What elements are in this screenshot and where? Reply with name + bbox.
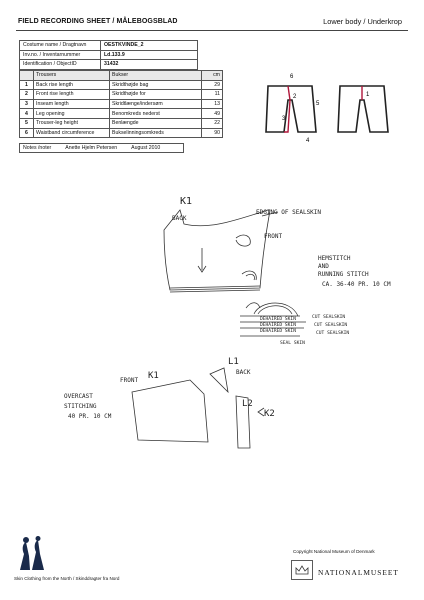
row-dk: Benlængde — [110, 118, 202, 128]
hemstitch-label: RUNNING STITCH — [318, 271, 369, 278]
row-dk: Bukselinningsomkreds — [110, 128, 202, 138]
hemstitch-label: AND — [318, 263, 329, 270]
k1-sketch — [140, 190, 420, 360]
meta-row — [20, 50, 198, 60]
k1-garment-outline — [164, 210, 278, 292]
row-number: 5 — [20, 118, 34, 128]
layer-label: SEAL SKIN — [280, 341, 305, 346]
layer-label: DEHAIRED SKIN — [260, 329, 296, 334]
layer-label: DEHAIRED SKIN — [260, 323, 296, 328]
trouser-schematic — [250, 70, 410, 150]
cut-label: CUT SEALSKIN — [312, 315, 346, 320]
row-cm: 90 — [202, 128, 223, 138]
layer-label: DEHAIRED SKIN — [260, 317, 296, 322]
measurement-row — [20, 80, 223, 90]
row-dk: Skridthøjde for — [110, 90, 202, 100]
row-cm: 22 — [202, 118, 223, 128]
skin-clothing-logo — [18, 536, 48, 574]
row-cm: 49 — [202, 109, 223, 119]
section-title: Lower body / Underkrop — [323, 17, 402, 26]
measurement-row — [20, 99, 223, 109]
row-en: Back rise length — [34, 80, 110, 90]
row-dk: Benomkreds nederst — [110, 109, 202, 119]
back-trouser-diagram — [338, 86, 388, 132]
cut-label: CUT SEALSKIN — [316, 331, 350, 336]
meta-value: Ld.133.9 — [101, 50, 198, 60]
header-dk: Bukser — [110, 71, 202, 81]
meta-label: Costume name / Dragtnavn — [20, 41, 101, 51]
meta-row — [20, 41, 198, 51]
row-en: Front rise length — [34, 90, 110, 100]
header-en: Trousers — [34, 71, 110, 81]
notes-label: Notes /noter — [23, 145, 52, 151]
row-dk: Skridthøjde bag — [110, 80, 202, 90]
notes-box — [19, 143, 184, 153]
copyright: Copyright National Museum of Denmark — [293, 549, 375, 554]
meta-label: Inv.no. / Inventarnummer — [20, 50, 101, 60]
meta-label: Identification / ObjectID — [20, 60, 101, 70]
hemstitch-label: CA. 36-40 PR. 10 CM — [322, 281, 391, 288]
edging-label: EDGING OF SEALSKIN — [256, 209, 322, 216]
meta-table — [19, 40, 198, 70]
measurement-row — [20, 90, 223, 100]
row-en: Inseam length — [34, 99, 110, 109]
l2-label: L2 — [242, 399, 253, 409]
label-4: 4 — [306, 138, 310, 144]
l1-label: L1 — [228, 357, 239, 367]
meta-row — [20, 60, 198, 70]
notes-author: Anette Hjelm Petersen — [65, 145, 118, 151]
k1-front-label-lower: FRONT — [120, 377, 139, 384]
row-number: 1 — [20, 80, 34, 90]
hemstitch-label: HEMSTITCH — [318, 255, 351, 262]
k1-back-label: BACK — [172, 215, 187, 222]
overcast-label: 40 PR. 10 CM — [68, 413, 112, 420]
row-number: 2 — [20, 90, 34, 100]
row-number: 3 — [20, 99, 34, 109]
label-5: 5 — [316, 101, 320, 107]
measurement-table — [19, 70, 223, 138]
row-en: Waistband circumference — [34, 128, 110, 138]
crown-icon — [291, 560, 313, 580]
front-trouser-diagram — [266, 86, 316, 132]
l1-back-label: BACK — [236, 369, 251, 376]
label-3: 3 — [282, 116, 286, 122]
label-6: 6 — [290, 74, 294, 80]
cut-label: CUT SEALSKIN — [314, 323, 348, 328]
row-number: 4 — [20, 109, 34, 119]
pattern-pieces-sketch — [60, 352, 320, 462]
overcast-label: STITCHING — [64, 403, 97, 410]
sheet-title: FIELD RECORDING SHEET / MÅLEBOGSBLAD — [18, 18, 178, 25]
row-cm: 13 — [202, 99, 223, 109]
museum-name: NATIONALMUSEET — [318, 568, 399, 577]
measurement-row — [20, 128, 223, 138]
meta-value: 31432 — [101, 60, 198, 70]
row-en: Trouser-leg height — [34, 118, 110, 128]
measurement-header — [20, 71, 223, 81]
header-unit: cm — [202, 71, 223, 81]
measurement-row — [20, 109, 223, 119]
front-rise-line — [288, 86, 290, 100]
row-cm: 29 — [202, 80, 223, 90]
header-rule — [16, 30, 408, 31]
k2-label: K2 — [264, 409, 275, 419]
k1-label-lower: K1 — [148, 371, 159, 381]
row-number: 6 — [20, 128, 34, 138]
label-1: 1 — [366, 92, 370, 98]
row-dk: Skridtlænge/indersøm — [110, 99, 202, 109]
notes-date: August 2010 — [131, 145, 161, 151]
row-cm: 11 — [202, 90, 223, 100]
series-name: Skin Clothing from the North / Skinddragter fra Nord — [14, 576, 120, 581]
row-en: Leg opening — [34, 109, 110, 119]
k1-label: K1 — [180, 196, 193, 207]
measurement-row — [20, 118, 223, 128]
meta-value: OESTKVINDE_2 — [101, 41, 198, 51]
k1-front-label: FRONT — [264, 233, 283, 240]
overcast-label: OVERCAST — [64, 393, 93, 400]
label-2: 2 — [293, 94, 297, 100]
